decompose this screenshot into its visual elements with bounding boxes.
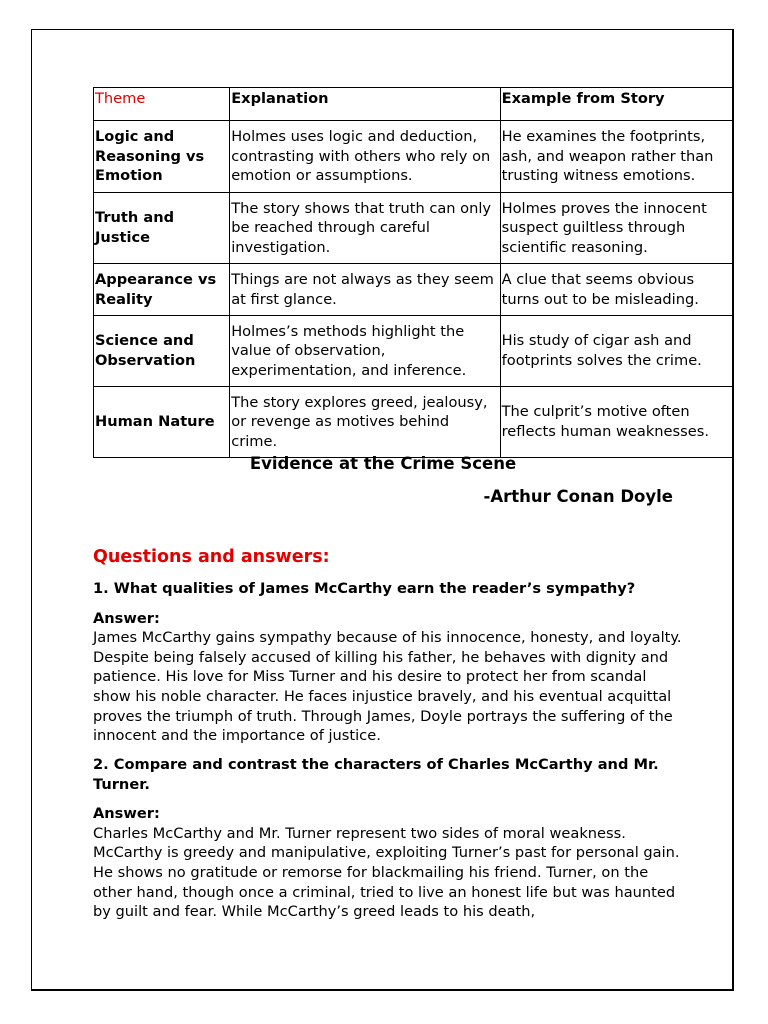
question-1: 1. What qualities of James McCarthy earn the reader’s sympathy? bbox=[93, 580, 636, 597]
table-row bbox=[94, 264, 734, 316]
header-explanation: Explanation bbox=[230, 88, 500, 121]
explanation-cell: Holmes’s methods highlight the value of observation, experimentation, and inference. bbox=[230, 316, 500, 387]
qa-item-1 bbox=[93, 579, 683, 746]
theme-cell: Truth and Justice bbox=[94, 193, 230, 264]
explanation-cell: Holmes uses logic and deduction, contrasting with others who rely on emotion or assumptions. bbox=[230, 121, 500, 193]
explanation-cell: Things are not always as they seem at first glance. bbox=[230, 264, 500, 316]
explanation-cell: The story explores greed, jealousy, or revenge as motives behind crime. bbox=[230, 387, 500, 458]
theme-cell: Appearance vs Reality bbox=[94, 264, 230, 316]
qa-item-2 bbox=[93, 755, 683, 922]
table-row bbox=[94, 316, 734, 387]
story-title: Evidence at the Crime Scene bbox=[249, 454, 517, 473]
table-row bbox=[94, 121, 734, 193]
example-cell: He examines the footprints, ash, and weapon rather than trusting witness emotions. bbox=[500, 121, 733, 193]
qa-heading: Questions and answers: bbox=[93, 547, 330, 567]
example-cell: His study of cigar ash and footprints solves the crime. bbox=[500, 316, 733, 387]
table-row bbox=[94, 193, 734, 264]
example-cell: The culprit’s motive often reflects human weaknesses. bbox=[500, 387, 733, 458]
header-example: Example from Story bbox=[500, 88, 733, 121]
answer-1: James McCarthy gains sympathy because of his innocence, honesty, and loyalty. Despite being falsely accused of killing his father, he behaves with dignity and patience. His love for Miss Turner and his desire to protect her from scandal show his noble character. He faces injustice bravely, and his eventual acquittal proves the triumph of truth. Through James, Doyle portrays the suffering of the innocent and the importance of justice. bbox=[93, 629, 682, 745]
story-author: -Arthur Conan Doyle bbox=[483, 487, 673, 506]
theme-cell: Science and Observation bbox=[94, 316, 230, 387]
example-cell: A clue that seems obvious turns out to be misleading. bbox=[500, 264, 733, 316]
theme-cell: Logic and Reasoning vs Emotion bbox=[94, 121, 230, 193]
answer-label-2: Answer: bbox=[93, 805, 160, 823]
themes-table bbox=[93, 87, 734, 458]
question-2: 2. Compare and contrast the characters of Charles McCarthy and Mr. Turner. bbox=[93, 756, 659, 793]
answer-label-1: Answer: bbox=[93, 609, 160, 627]
explanation-cell: The story shows that truth can only be reached through careful investigation. bbox=[230, 193, 500, 264]
theme-cell: Human Nature bbox=[94, 387, 230, 458]
example-cell: Holmes proves the innocent suspect guiltless through scientific reasoning. bbox=[500, 193, 733, 264]
header-theme: Theme bbox=[94, 88, 230, 121]
answer-2: Charles McCarthy and Mr. Turner represent two sides of moral weakness. McCarthy is greedy and manipulative, exploiting Turner’s past for personal gain. He shows no gratitude or remorse for blackmailing his friend. Turner, on the other hand, though once a criminal, tried to live an honest life but was haunted by guilt and fear. While McCarthy’s greed leads to his death, bbox=[93, 824, 680, 921]
table-row bbox=[94, 387, 734, 458]
table-header-row bbox=[94, 88, 734, 121]
